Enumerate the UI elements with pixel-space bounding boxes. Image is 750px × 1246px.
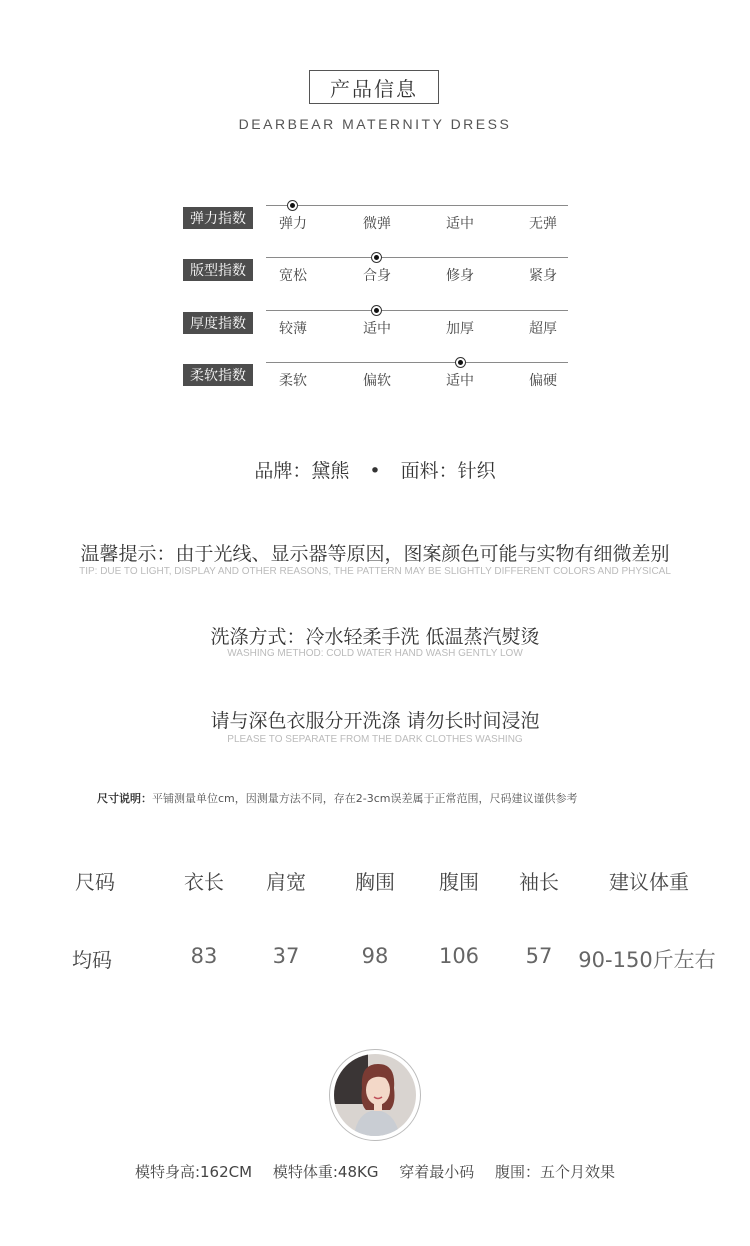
- index-scale-line: [266, 205, 568, 206]
- size-note: [97, 790, 578, 806]
- fabric-text: 面料：针织: [400, 460, 496, 482]
- index-option: 适中: [446, 373, 474, 389]
- washing-method-en: WASHING METHOD: COLD WATER HAND WASH GENTLY LOW: [227, 648, 523, 659]
- table-header-cell: 胸围: [355, 870, 395, 894]
- index-scale-line: [266, 310, 568, 311]
- model-belly: 腹围：五个月效果: [495, 1163, 616, 1181]
- index-option: 合身: [363, 268, 391, 284]
- model-size: 穿着最小码: [399, 1163, 475, 1181]
- table-cell: 均码: [72, 948, 112, 972]
- index-row-thickness: [183, 310, 573, 350]
- table-cell: 98: [361, 944, 389, 968]
- index-label: 版型指数: [183, 259, 253, 281]
- index-scale-line: [266, 362, 568, 363]
- index-label: 厚度指数: [183, 312, 253, 334]
- separate-wash-en: PLEASE TO SEPARATE FROM THE DARK CLOTHES WASHING: [227, 734, 523, 745]
- size-note-text: 平铺测量单位cm，因测量方法不同，存在2-3cm误差属于正常范围，尺码建议谨供参考: [152, 792, 578, 805]
- tip-notice-en: TIP: DUE TO LIGHT, DISPLAY AND OTHER REASONS, THE PATTERN MAY BE SLIGHTLY DIFFERENT COLORS AND PHYSICAL: [79, 566, 671, 577]
- page-title-text: 产品信息: [330, 76, 418, 101]
- index-option: 超厚: [529, 321, 557, 337]
- index-row-elasticity: [183, 205, 573, 245]
- index-option: 宽松: [279, 268, 307, 284]
- index-marker: [371, 252, 382, 263]
- model-weight: 模特体重:48KG: [272, 1163, 379, 1181]
- page-subtitle: DEARBEAR MATERNITY DRESS: [238, 116, 512, 132]
- table-header-cell: 尺码: [75, 870, 115, 894]
- table-cell: 57: [525, 944, 553, 968]
- model-photo-illustration: [334, 1054, 416, 1136]
- model-info: [0, 1161, 750, 1182]
- index-row-fit: [183, 257, 573, 297]
- index-option: 适中: [446, 216, 474, 232]
- index-option: 无弹: [529, 216, 557, 232]
- table-header-cell: 衣长: [184, 870, 224, 894]
- index-row-softness: [183, 362, 573, 402]
- index-marker: [287, 200, 298, 211]
- index-label: 弹力指数: [183, 207, 253, 229]
- index-option: 紧身: [529, 268, 557, 284]
- table-cell: 37: [272, 944, 300, 968]
- index-option: 加厚: [446, 321, 474, 337]
- tip-notice-cn: 温馨提示：由于光线、显示器等原因，图案颜色可能与实物有细微差别: [80, 543, 670, 565]
- index-marker: [371, 305, 382, 316]
- model-photo: [334, 1054, 416, 1136]
- table-header-cell: 腹围: [439, 870, 479, 894]
- size-note-label: 尺寸说明：: [97, 792, 152, 805]
- index-option: 修身: [446, 268, 474, 284]
- index-option: 适中: [363, 321, 391, 337]
- washing-method-cn: 洗涤方式：冷水轻柔手洗 低温蒸汽熨烫: [210, 626, 540, 648]
- table-header-cell: 肩宽: [266, 870, 306, 894]
- model-height: 模特身高:162CM: [134, 1163, 253, 1181]
- separate-wash-cn: 请与深色衣服分开洗涤 请勿长时间浸泡: [210, 710, 540, 732]
- table-cell: 83: [190, 944, 218, 968]
- index-option: 偏硬: [529, 373, 557, 389]
- table-cell: 90-150斤左右: [578, 948, 716, 972]
- table-header-cell: 袖长: [519, 870, 559, 894]
- index-option: 偏软: [363, 373, 391, 389]
- model-avatar: [329, 1049, 421, 1141]
- index-option: 微弹: [363, 216, 391, 232]
- index-scale-line: [266, 257, 568, 258]
- index-marker: [455, 357, 466, 368]
- index-option: 柔软: [279, 373, 307, 389]
- table-header-cell: 建议体重: [609, 870, 689, 894]
- index-option: 较薄: [279, 321, 307, 337]
- index-label: 柔软指数: [183, 364, 253, 386]
- brand-text: 品牌：黛熊: [254, 460, 350, 482]
- index-option: 弹力: [279, 216, 307, 232]
- table-cell: 106: [438, 944, 480, 968]
- brand-separator: •: [369, 460, 381, 482]
- brand-fabric-line: [0, 456, 750, 483]
- page-title: [309, 70, 439, 104]
